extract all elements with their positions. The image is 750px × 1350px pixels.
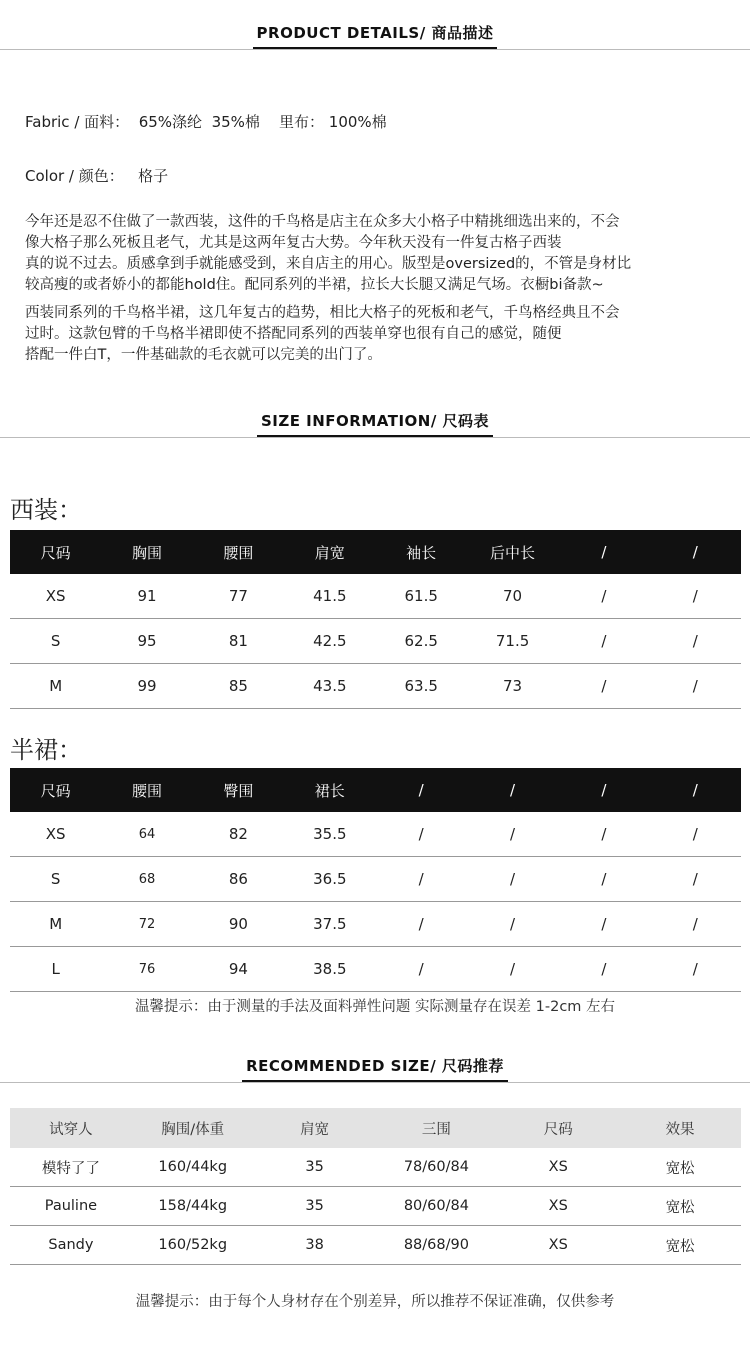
table-cell: / (558, 902, 649, 947)
header-cell: 效果 (619, 1108, 741, 1148)
header-cell: 腰围 (193, 530, 284, 574)
color-row (25, 165, 168, 186)
table-cell: 35 (254, 1148, 376, 1187)
size-info-title-en: SIZE INFORMATION (260, 412, 431, 430)
table-cell: 158/44kg (132, 1187, 254, 1226)
header-cell: / (467, 768, 558, 812)
suit-size-table (10, 530, 741, 709)
table-cell: M (10, 664, 101, 709)
table-cell: 41.5 (284, 574, 375, 619)
table-cell: / (650, 902, 741, 947)
description-line: 西装同系列的千鸟格半裙，这几年复古的趋势，相比大格子的死板和老气，千鸟格经典且不会 (25, 305, 620, 321)
table-cell: / (650, 574, 741, 619)
table-cell: / (558, 812, 649, 857)
skirt-size-table (10, 768, 741, 992)
table-cell: 77 (193, 574, 284, 619)
description-line: 今年还是忍不住做了一款西装，这件的千鸟格是店主在众多大小格子中精挑细选出来的，不会 (25, 214, 620, 230)
header-cell: 胸围 (101, 530, 192, 574)
product-details-title (0, 22, 750, 49)
table-cell: 88/68/90 (375, 1226, 497, 1265)
header-cell: / (650, 768, 741, 812)
table-header-row (10, 530, 741, 574)
table-row (10, 902, 741, 947)
table-row (10, 1187, 741, 1226)
table-cell: XS (497, 1148, 619, 1187)
table-cell: 78/60/84 (375, 1148, 497, 1187)
table-row (10, 664, 741, 709)
header-cell: 三围 (375, 1108, 497, 1148)
table-cell: 38.5 (284, 947, 375, 992)
lining-label: 里布： (278, 113, 324, 131)
size-info-title-cn: / 尺码表 (430, 412, 490, 430)
color-value: 格子 (138, 167, 169, 185)
header-cell: 腰围 (101, 768, 192, 812)
divider (0, 49, 750, 50)
table-cell: 模特了了 (10, 1148, 132, 1187)
table-cell: Pauline (10, 1187, 132, 1226)
suit-label: 西装： (10, 496, 82, 524)
table-cell: 35 (254, 1187, 376, 1226)
table-cell: 85 (193, 664, 284, 709)
table-cell: / (467, 947, 558, 992)
header-cell: / (376, 768, 467, 812)
table-row (10, 812, 741, 857)
divider (0, 437, 750, 438)
table-cell: L (10, 947, 101, 992)
table-row (10, 1226, 741, 1265)
header-cell: / (650, 530, 741, 574)
table-cell: / (650, 947, 741, 992)
table-cell: 宽松 (619, 1226, 741, 1265)
header-cell: 肩宽 (284, 530, 375, 574)
header-cell: 试穿人 (10, 1108, 132, 1148)
description-line: 像大格子那么死板且老气，尤其是这两年复古大势。今年秋天没有一件复古格子西装 (25, 235, 562, 251)
table-cell: 94 (193, 947, 284, 992)
fabric-row (25, 111, 387, 132)
table-cell: 90 (193, 902, 284, 947)
table-cell: 宽松 (619, 1148, 741, 1187)
table-cell: 43.5 (284, 664, 375, 709)
table-cell: 35.5 (284, 812, 375, 857)
table-cell: / (650, 664, 741, 709)
table-cell: 64 (101, 812, 192, 857)
header-cell: 裙长 (284, 768, 375, 812)
table-cell: / (376, 857, 467, 902)
header-cell: 尺码 (497, 1108, 619, 1148)
table-cell: / (376, 902, 467, 947)
table-row (10, 1148, 741, 1187)
table-cell: 70 (467, 574, 558, 619)
recommended-size-table (10, 1108, 741, 1265)
header-cell: 尺码 (10, 530, 101, 574)
header-cell: / (558, 768, 649, 812)
size-info-title (0, 410, 750, 437)
table-cell: 81 (193, 619, 284, 664)
table-cell: / (558, 947, 649, 992)
description-line: 搭配一件白T，一件基础款的毛衣就可以完美的出门了。 (25, 347, 382, 363)
table-cell: / (558, 619, 649, 664)
header-cell: 肩宽 (254, 1108, 376, 1148)
description-line: 过时。这款包臂的千鸟格半裙即使不搭配同系列的西装单穿也很有自己的感觉，随便 (25, 326, 562, 342)
table-cell: / (376, 812, 467, 857)
table-cell: 72 (101, 902, 192, 947)
table-cell: 91 (101, 574, 192, 619)
description-line: 真的说不过去。质感拿到手就能感受到，来自店主的用心。版型是oversized的，不管是身材比 (25, 256, 632, 272)
table-row (10, 574, 741, 619)
table-cell: / (650, 812, 741, 857)
table-cell: 71.5 (467, 619, 558, 664)
table-cell: 宽松 (619, 1187, 741, 1226)
table-cell: 80/60/84 (375, 1187, 497, 1226)
table-cell: M (10, 902, 101, 947)
table-cell: / (558, 574, 649, 619)
header-cell: 臀围 (193, 768, 284, 812)
table-cell: / (467, 902, 558, 947)
table-cell: 37.5 (284, 902, 375, 947)
lining-value: 100%棉 (328, 113, 387, 131)
table-cell: XS (10, 574, 101, 619)
product-details-title-cn: / 商品描述 (419, 24, 494, 42)
table-cell: / (467, 857, 558, 902)
table-cell: 36.5 (284, 857, 375, 902)
table-cell: 68 (101, 857, 192, 902)
table-cell: S (10, 619, 101, 664)
table-header-row (10, 1108, 741, 1148)
header-cell: / (558, 530, 649, 574)
table-cell: XS (10, 812, 101, 857)
table-cell: 38 (254, 1226, 376, 1265)
table-cell: / (467, 812, 558, 857)
description-paragraph-1 (25, 212, 740, 296)
table-cell: 63.5 (376, 664, 467, 709)
table-header-row (10, 768, 741, 812)
header-cell: 袖长 (376, 530, 467, 574)
table-row (10, 947, 741, 992)
recommended-title (0, 1055, 750, 1082)
table-cell: / (558, 857, 649, 902)
table-cell: / (376, 947, 467, 992)
header-cell: 尺码 (10, 768, 101, 812)
header-cell: 后中长 (467, 530, 558, 574)
color-label: Color / 颜色： (25, 167, 124, 185)
skirt-label: 半裙： (10, 736, 82, 764)
size-note: 温馨提示：由于测量的手法及面料弹性问题 实际测量存在误差 1-2cm 左右 (134, 999, 616, 1015)
table-cell: XS (497, 1187, 619, 1226)
recommended-note: 温馨提示：由于每个人身材存在个别差异，所以推荐不保证准确，仅供参考 (135, 1294, 615, 1310)
table-cell: 82 (193, 812, 284, 857)
table-cell: XS (497, 1226, 619, 1265)
fabric-label: Fabric / 面料： (25, 113, 130, 131)
table-cell: 61.5 (376, 574, 467, 619)
table-cell: / (650, 857, 741, 902)
table-row (10, 619, 741, 664)
table-cell: 99 (101, 664, 192, 709)
table-cell: / (558, 664, 649, 709)
recommended-title-en: RECOMMENDED SIZE (246, 1057, 431, 1075)
table-cell: 160/52kg (132, 1226, 254, 1265)
description-paragraph-2 (25, 303, 740, 366)
table-cell: / (650, 619, 741, 664)
recommended-title-cn: / 尺码推荐 (430, 1057, 504, 1075)
product-details-title-en: PRODUCT DETAILS (256, 24, 420, 42)
header-cell: 胸围/体重 (132, 1108, 254, 1148)
table-row (10, 857, 741, 902)
table-cell: 76 (101, 947, 192, 992)
table-cell: 73 (467, 664, 558, 709)
divider (0, 1082, 750, 1083)
table-cell: 160/44kg (132, 1148, 254, 1187)
table-cell: 86 (193, 857, 284, 902)
table-cell: 95 (101, 619, 192, 664)
fabric-value: 65%涤纶 35%棉 (138, 113, 260, 131)
table-cell: 42.5 (284, 619, 375, 664)
table-cell: S (10, 857, 101, 902)
table-cell: Sandy (10, 1226, 132, 1265)
description-line: 较高瘦的或者娇小的都能hold住。配同系列的半裙，拉长大长腿又满足气场。衣橱bi备款~ (25, 277, 604, 293)
table-cell: 62.5 (376, 619, 467, 664)
